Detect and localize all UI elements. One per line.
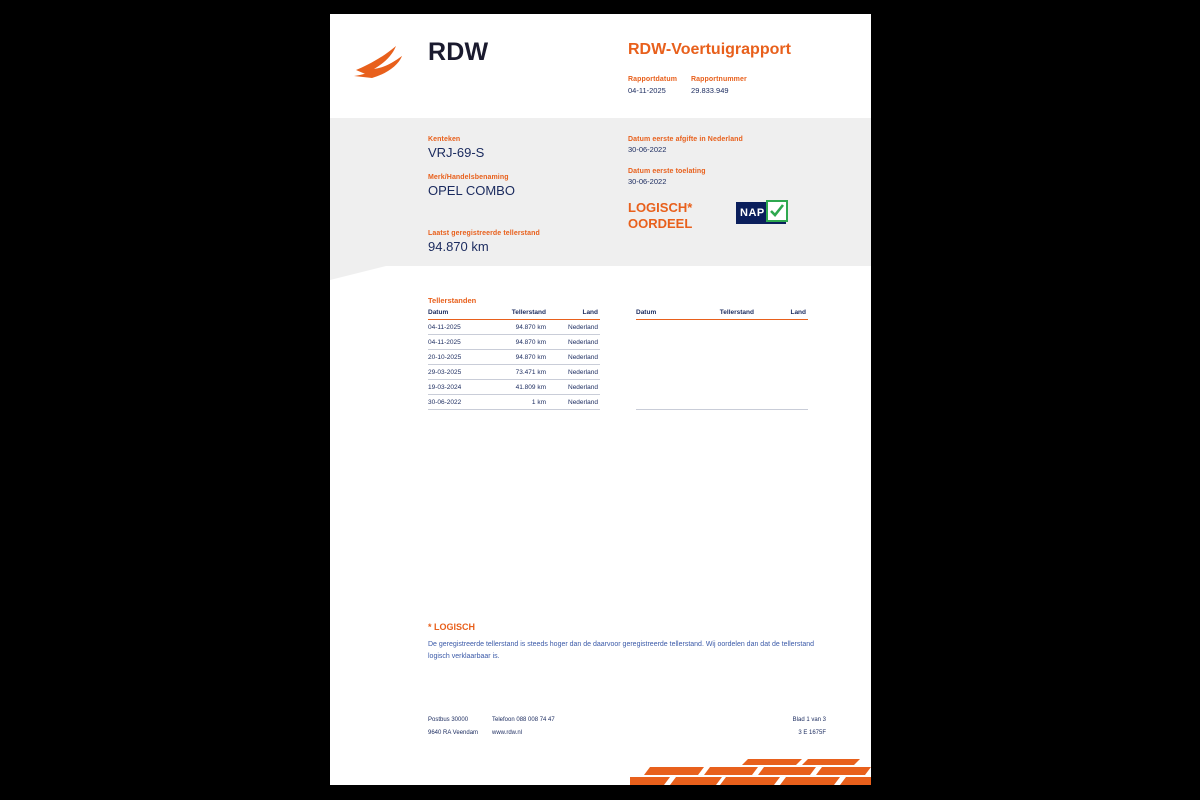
col-datum: Datum <box>428 309 490 320</box>
footnote <box>428 622 828 662</box>
report-date <box>628 76 677 95</box>
cell-land: Nederland <box>546 320 600 335</box>
footnote-body: De geregistreerde tellerstand is steeds hoger dan de daarvoor geregistreerde tellerstand. Wij oordelen dan dat de tellerstand logisch verklaarbaar is. <box>428 641 815 660</box>
cell-tellerstand: 1 km <box>490 395 546 410</box>
odometer-readings-section <box>330 296 871 410</box>
rdw-flame-icon <box>352 36 422 80</box>
first-registration-value: 30-06-2022 <box>628 145 667 154</box>
footer-decoration-icon <box>630 751 871 785</box>
footer-blad: Blad 1 van 3 <box>792 717 826 723</box>
first-registration-label: Datum eerste afgifte in Nederland <box>628 136 743 143</box>
cell-tellerstand: 94.870 km <box>490 335 546 350</box>
merk-label: Merk/Handelsbenaming <box>428 174 509 181</box>
col-land: Land <box>754 309 808 320</box>
cell-land: Nederland <box>546 365 600 380</box>
cell-land: Nederland <box>546 395 600 410</box>
odometer-value: 94.870 km <box>428 239 489 254</box>
footer-code: 3 E 1675F <box>798 730 826 736</box>
first-admission-field <box>628 168 828 186</box>
table-header-row <box>428 309 600 320</box>
table-empty-row <box>636 320 808 410</box>
table-row <box>428 365 600 380</box>
kenteken-value: VRJ-69-S <box>428 145 485 160</box>
first-admission-label: Datum eerste toelating <box>628 168 706 175</box>
cell-land: Nederland <box>546 380 600 395</box>
report-date-value: 04-11-2025 <box>628 86 666 95</box>
document-page <box>330 14 871 785</box>
check-icon <box>766 200 788 222</box>
table-header-row <box>636 309 808 320</box>
cell-tellerstand: 41.809 km <box>490 380 546 395</box>
table-row <box>428 335 600 350</box>
first-admission-value: 30-06-2022 <box>628 177 667 186</box>
table-row <box>428 320 600 335</box>
odometer-table-right <box>636 309 808 410</box>
odometer-table-left <box>428 309 600 410</box>
verdict-line-1: LOGISCH* <box>628 200 693 215</box>
report-number-label: Rapportnummer <box>691 76 747 83</box>
col-land: Land <box>546 309 600 320</box>
cell-datum: 19-03-2024 <box>428 380 490 395</box>
cell-tellerstand: 94.870 km <box>490 350 546 365</box>
cell-datum: 29-03-2025 <box>428 365 490 380</box>
cell-tellerstand: 73.471 km <box>490 365 546 380</box>
first-registration-field <box>628 136 828 154</box>
page-title: RDW-Voertuigrapport <box>628 41 791 58</box>
cell-land: Nederland <box>546 350 600 365</box>
cell-datum: 20-10-2025 <box>428 350 490 365</box>
table-row <box>428 395 600 410</box>
cell-datum: 30-06-2022 <box>428 395 490 410</box>
odometer-field <box>428 230 540 254</box>
report-meta <box>628 76 761 95</box>
footnote-title: * LOGISCH <box>428 622 476 632</box>
band-notch <box>330 266 386 280</box>
footer-postbus: Postbus 30000 <box>428 717 469 723</box>
verdict-line-2: OORDEEL <box>628 216 693 231</box>
cell-tellerstand: 94.870 km <box>490 320 546 335</box>
nap-badge <box>736 202 786 224</box>
table-row <box>428 380 600 395</box>
col-tellerstand: Tellerstand <box>490 309 546 320</box>
vehicle-summary-band <box>330 118 871 266</box>
document-header <box>330 14 871 118</box>
footer-telefoon: Telefoon 088 008 74 47 <box>492 717 555 723</box>
col-datum: Datum <box>636 309 698 320</box>
cell-datum: 04-11-2025 <box>428 320 490 335</box>
report-date-label: Rapportdatum <box>628 76 678 83</box>
report-number-value: 29.833.949 <box>691 86 729 95</box>
table-row <box>428 350 600 365</box>
odometer-label: Laatst geregistreerde tellerstand <box>428 230 540 237</box>
page-footer <box>428 717 826 743</box>
verdict-text <box>628 200 692 232</box>
report-number <box>691 76 747 95</box>
cell-datum: 04-11-2025 <box>428 335 490 350</box>
summary-left-column <box>428 136 608 212</box>
footer-website[interactable]: www.rdw.nl <box>492 730 523 736</box>
merk-value: OPEL COMBO <box>428 183 515 198</box>
nap-badge-label: NAP <box>740 207 765 219</box>
col-tellerstand: Tellerstand <box>698 309 754 320</box>
merk-field <box>428 174 608 198</box>
kenteken-field <box>428 136 608 160</box>
kenteken-label: Kenteken <box>428 136 461 143</box>
cell-land: Nederland <box>546 335 600 350</box>
section-title: Tellerstanden <box>428 296 477 305</box>
brand-title: RDW <box>428 38 489 66</box>
footer-plaats: 9640 RA Veendam <box>428 730 479 736</box>
summary-right-column <box>628 136 828 200</box>
